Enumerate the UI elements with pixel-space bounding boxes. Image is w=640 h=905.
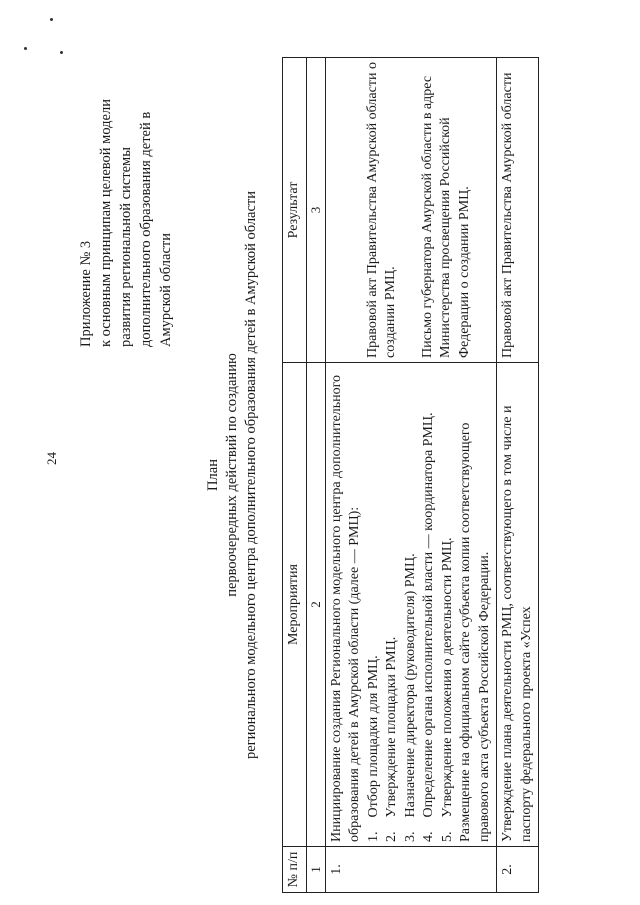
page-number: 24	[44, 452, 59, 465]
col-number: 2	[306, 363, 325, 847]
annex-header	[76, 27, 176, 347]
annex-line: Амурской области	[158, 233, 174, 347]
events-item: 5. Утверждение положения о деятельности РМЦ.	[439, 537, 455, 842]
events-outro: Размещение на официальном сайте субъекта копии соответствующего правового акта субъекта Российской Федерации.	[458, 422, 492, 842]
header-events: Мероприятия	[283, 363, 307, 847]
col-number: 3	[306, 58, 325, 363]
plan-title	[204, 125, 261, 825]
result-text: Письмо губернатора Амурской области в адрес Министерства просвещения Российской Федерации о создании РМЦ.	[419, 75, 472, 358]
result-text: Правовой акт Правительства Амурской области о создании РМЦ.	[364, 62, 398, 358]
events-item: 1. Отбор площадки для РМЦ.	[365, 655, 381, 842]
annex-line: дополнительного образования детей в	[138, 111, 154, 347]
plan-title-line3: регионального модельного центра дополнительного образования детей в Амурской области	[243, 190, 259, 760]
events-item: 2. Утверждение площадки РМЦ.	[384, 636, 399, 842]
plan-title-line1: План	[205, 459, 221, 491]
annex-line: к основным принципам целевой модели	[98, 99, 114, 347]
events-cell: Утверждение плана деятельности РМЦ, соответствующего в том числе и паспорту федерального проекта «Успех	[497, 363, 539, 847]
table-row	[497, 58, 539, 893]
plan-table	[282, 57, 539, 893]
events-item: 3. Назначение директора (руководителя) РМЦ.	[402, 553, 418, 842]
annex-line: Приложение № 3	[78, 240, 94, 347]
plan-title-line2: первоочередных действий по созданию	[224, 353, 240, 597]
row-number: 1.	[325, 847, 497, 893]
row-number: 2.	[497, 847, 539, 893]
events-intro: Инициирование создания Регионального модельного центра дополнительного образования детей в Амурской области (далее — РМЦ):	[328, 374, 362, 842]
annex-line: развития региональной системы	[118, 147, 134, 347]
header-num: № п/п	[283, 847, 307, 893]
events-item: 4. Определение органа исполнительной власти — координатора РМЦ.	[421, 412, 436, 842]
table-row	[325, 58, 497, 893]
result-cell	[325, 58, 497, 363]
result-cell: Правовой акт Правительства Амурской области	[497, 58, 539, 363]
col-number: 1	[306, 847, 325, 893]
header-result: Результат	[283, 58, 307, 363]
events-cell	[325, 363, 497, 847]
